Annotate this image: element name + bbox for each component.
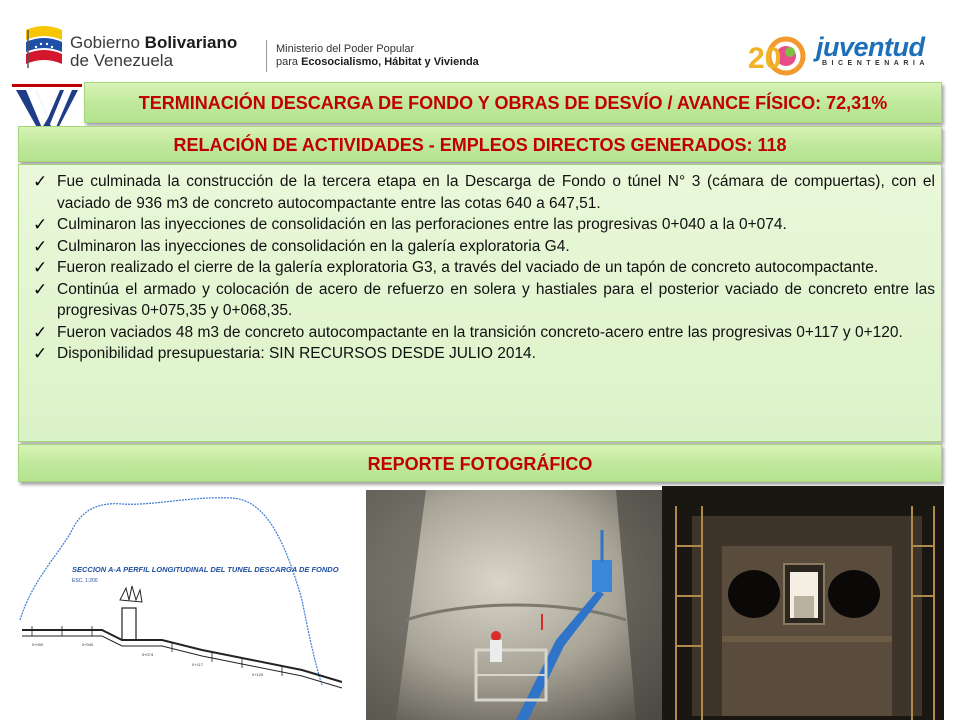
juventud-word: juventud	[816, 32, 925, 62]
activity-item	[29, 236, 935, 258]
activity-text: Continúa el armado y colocación de acero de refuerzo en solera y hastiales para el posterior vaciado de concreto entre las progresivas 0+075,35 y 0+068,35.	[57, 280, 935, 319]
gov-name-prefix: Gobierno	[70, 33, 145, 52]
svg-text:ESC. 1:200: ESC. 1:200	[72, 578, 98, 584]
check-icon: ✓	[33, 258, 48, 277]
activity-item	[29, 257, 935, 279]
check-icon: ✓	[33, 322, 48, 342]
gov-name-line2: de Venezuela	[70, 51, 174, 70]
activity-text: Fueron vaciados 48 m3 de concreto autocompactante en la transición concreto-acero entre las progresivas 0+117 y 0+120.	[57, 323, 903, 341]
juventud-sub: BICENTENARIA	[822, 60, 929, 67]
government-name	[70, 34, 237, 70]
gate-chamber-photo	[662, 486, 944, 720]
ministry-line2-prefix: para	[276, 56, 302, 68]
activity-text: Disponibilidad presupuestaria: SIN RECURSOS DESDE JULIO 2014.	[57, 345, 536, 362]
check-icon: ✓	[33, 279, 48, 299]
foto-banner: REPORTE FOTOGRÁFICO	[18, 444, 942, 482]
activities-list	[29, 171, 935, 365]
tunnel-construction-photo	[366, 490, 662, 720]
svg-text:0+117: 0+117	[192, 662, 203, 667]
activities-panel	[18, 164, 942, 442]
venezuela-flag-logo	[22, 22, 66, 72]
activity-text: Fueron realizado el cierre de la galería exploratoria G3, a través del vaciado de un tapón de concreto autocompactante.	[57, 259, 879, 276]
activity-text: Culminaron las inyecciones de consolidación en la galería exploratoria G4.	[57, 237, 570, 255]
check-icon: ✓	[33, 344, 48, 363]
title-banner: TERMINACIÓN DESCARGA DE FONDO Y OBRAS DE DESVÍO / AVANCE FÍSICO: 72,31%	[84, 82, 942, 123]
tunnel-profile-drawing	[2, 490, 352, 720]
check-icon: ✓	[33, 236, 48, 256]
relacion-banner: RELACIÓN DE ACTIVIDADES - EMPLEOS DIRECTOS GENERADOS: 118	[18, 126, 942, 162]
tunnel-photo-svg	[366, 490, 662, 720]
svg-text:0+000: 0+000	[32, 642, 44, 647]
svg-text:0+120: 0+120	[252, 672, 264, 677]
activity-item	[29, 171, 935, 214]
check-icon: ✓	[33, 172, 48, 191]
activity-item	[29, 322, 935, 344]
page-header	[0, 0, 960, 80]
juventud-bicentenaria-logo	[746, 30, 946, 80]
check-icon: ✓	[33, 215, 48, 234]
svg-text:0+074: 0+074	[142, 652, 154, 657]
header-divider	[266, 40, 267, 72]
juventud-number: 20	[748, 42, 782, 75]
gate-photo-svg	[662, 486, 944, 720]
activity-item	[29, 343, 935, 365]
activity-item	[29, 279, 935, 322]
activity-item	[29, 214, 935, 236]
ministry-name	[276, 43, 479, 69]
activity-text: Culminaron las inyecciones de consolidación en las perforaciones entre las progresivas 0+040 a la 0+074.	[57, 216, 787, 233]
activity-text: Fue culminada la construcción de la tercera etapa en la Descarga de Fondo o túnel N° 3 (cámara de compuertas), con el vaciado de 936 m3 de concreto autocompactante entre las cotas 640 a 647,51.	[57, 173, 935, 212]
juventud-20-emblem	[746, 30, 814, 80]
profile-drawing-svg	[2, 490, 352, 720]
svg-text:0+040: 0+040	[82, 642, 94, 647]
ministry-line1: Ministerio del Poder Popular	[276, 43, 415, 55]
gov-name-bold: Bolivariano	[144, 33, 238, 52]
drawing-title: SECCION A-A PERFIL LONGITUDINAL DEL TUNEL DESCARGA DE FONDO	[72, 565, 339, 574]
ministry-line2-bold: Ecosocialismo, Hábitat y Vivienda	[301, 56, 479, 68]
